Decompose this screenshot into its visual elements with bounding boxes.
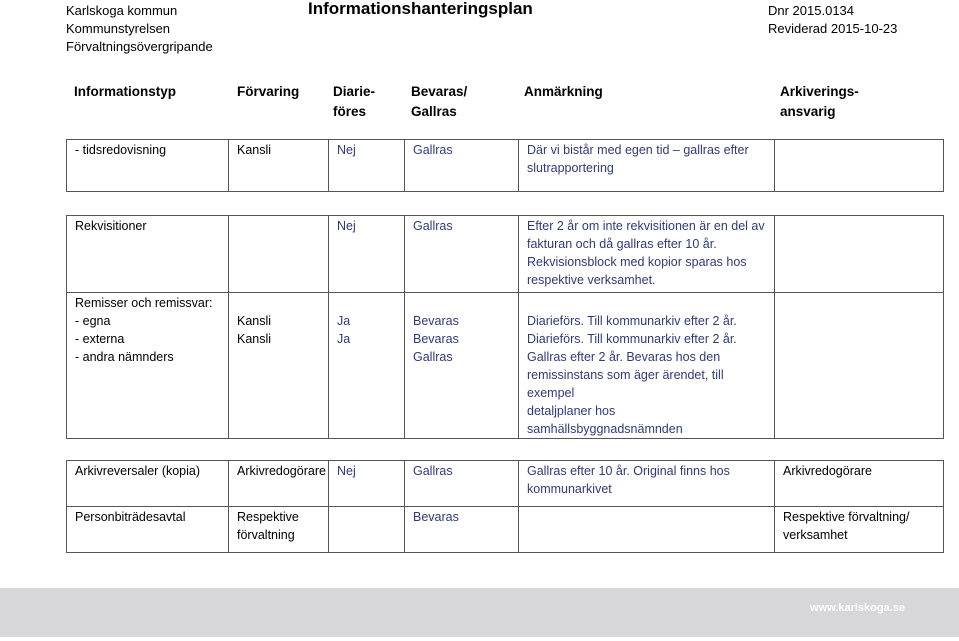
- cell-type: [67, 140, 229, 192]
- cell-note: [519, 140, 775, 192]
- cell-line: Gallras efter 10 år. Original finns hos: [527, 464, 730, 478]
- cell-line: Bevaras: [413, 510, 459, 524]
- table-row: [67, 507, 944, 553]
- cell-line: Personbiträdesavtal: [75, 510, 186, 524]
- cell-line: Ja: [337, 314, 351, 328]
- header-right: [768, 2, 897, 38]
- cell-line: Rekvisitioner: [75, 219, 147, 233]
- cell-keep: [405, 216, 519, 293]
- cell-line: Gallras: [413, 219, 453, 233]
- scope-name: Förvaltningsövergripande: [66, 39, 213, 54]
- table-row: [67, 140, 944, 192]
- cell-line: respektive verksamhet.: [527, 273, 656, 287]
- cell-line: Diarieförs. Till kommunarkiv efter 2 år.: [527, 314, 737, 328]
- cell-storage: [229, 507, 329, 553]
- cell-line: Nej: [337, 464, 356, 478]
- cell-line: [527, 294, 766, 312]
- cell-line: förvaltning: [237, 528, 295, 542]
- cell-line: Arkivredogörare: [237, 464, 326, 478]
- cell-type: [67, 293, 229, 439]
- cell-line: [413, 294, 510, 312]
- cell-line: Bevaras: [413, 332, 459, 346]
- cell-line: Nej: [337, 219, 356, 233]
- table-row: [67, 216, 944, 293]
- committee-name: Kommunstyrelsen: [66, 21, 171, 36]
- cell-arch: [775, 140, 944, 192]
- cell-line: [237, 294, 320, 312]
- cell-line: Ja: [337, 332, 351, 346]
- row-spacer: [67, 439, 944, 461]
- cell-type: [67, 461, 229, 507]
- cell-line: - egna: [75, 314, 111, 328]
- cell-diarie: [329, 461, 405, 507]
- cell-line: - andra nämnders: [75, 350, 174, 364]
- cell-line: Kansli: [237, 332, 272, 346]
- cell-note: [519, 293, 775, 439]
- cell-line: Kansli: [237, 143, 272, 157]
- cell-line: Remisser och remissvar:: [75, 296, 213, 310]
- cell-arch: [775, 216, 944, 293]
- cell-line: fakturan och då gallras efter 10 år.: [527, 237, 717, 251]
- cell-line: detaljplaner hos samhällsbyggnadsnämnden: [527, 404, 683, 436]
- cell-type: [67, 507, 229, 553]
- col-header-note: Anmärkning: [524, 84, 603, 99]
- cell-line: remissinstans som äger ärendet, till exempel: [527, 368, 724, 400]
- cell-line: Arkivredogörare: [783, 464, 872, 478]
- cell-line: Respektive förvaltning/: [783, 510, 910, 524]
- footer-band: [0, 588, 959, 637]
- cell-line: Nej: [337, 143, 356, 157]
- cell-arch: [775, 507, 944, 553]
- cell-line: Gallras: [413, 143, 453, 157]
- cell-line: Där vi bistår med egen tid – gallras efter: [527, 143, 749, 157]
- cell-keep: [405, 140, 519, 192]
- cell-line: Respektive: [237, 510, 299, 524]
- col-header-keep: Bevaras/ Gallras: [411, 84, 468, 119]
- col-header-diarie: Diarie- föres: [333, 84, 376, 119]
- cell-storage: [229, 216, 329, 293]
- cell-storage: [229, 140, 329, 192]
- cell-line: Gallras: [413, 350, 453, 364]
- col-header-type: Informationstyp: [74, 84, 177, 99]
- cell-line: Bevaras: [413, 314, 459, 328]
- cell-line: Diarieförs. Till kommunarkiv efter 2 år.: [527, 332, 737, 346]
- revised-date: Reviderad 2015-10-23: [768, 21, 898, 36]
- cell-line: Efter 2 år om inte rekvisitionen är en del av: [527, 219, 765, 233]
- header-left: [66, 2, 213, 56]
- cell-line: - externa: [75, 332, 125, 346]
- cell-arch: [775, 293, 944, 439]
- cell-line: [337, 294, 396, 312]
- footer-url: www.karlskoga.se: [810, 602, 905, 614]
- cell-line: - tidsredovisning: [75, 143, 167, 157]
- cell-note: [519, 216, 775, 293]
- cell-line: Rekvisionsblock med kopior sparas hos: [527, 255, 747, 269]
- table-row: [67, 293, 944, 439]
- dnr: Dnr 2015.0134: [768, 3, 855, 18]
- cell-note: [519, 507, 775, 553]
- cell-note: [519, 461, 775, 507]
- cell-storage: [229, 461, 329, 507]
- cell-line: verksamhet: [783, 528, 848, 542]
- cell-diarie: [329, 293, 405, 439]
- cell-diarie: [329, 216, 405, 293]
- col-header-archive: Arkiverings- ansvarig: [780, 84, 859, 119]
- cell-line: Gallras efter 2 år. Bevaras hos den: [527, 350, 721, 364]
- cell-line: kommunarkivet: [527, 482, 612, 496]
- cell-keep: [405, 293, 519, 439]
- org-name: Karlskoga kommun: [66, 3, 178, 18]
- info-table: [66, 139, 944, 553]
- col-header-storage: Förvaring: [237, 84, 300, 99]
- cell-storage: [229, 293, 329, 439]
- cell-keep: [405, 507, 519, 553]
- cell-line: slutrapportering: [527, 161, 614, 175]
- table-row: [67, 461, 944, 507]
- cell-keep: [405, 461, 519, 507]
- row-spacer: [67, 192, 944, 216]
- cell-line: Arkivreversaler (kopia): [75, 464, 201, 478]
- cell-line: Kansli: [237, 314, 272, 328]
- cell-line: Gallras: [413, 464, 453, 478]
- cell-type: [67, 216, 229, 293]
- cell-diarie: [329, 140, 405, 192]
- cell-arch: [775, 461, 944, 507]
- page-title: Informationshanteringsplan: [308, 0, 533, 18]
- cell-diarie: [329, 507, 405, 553]
